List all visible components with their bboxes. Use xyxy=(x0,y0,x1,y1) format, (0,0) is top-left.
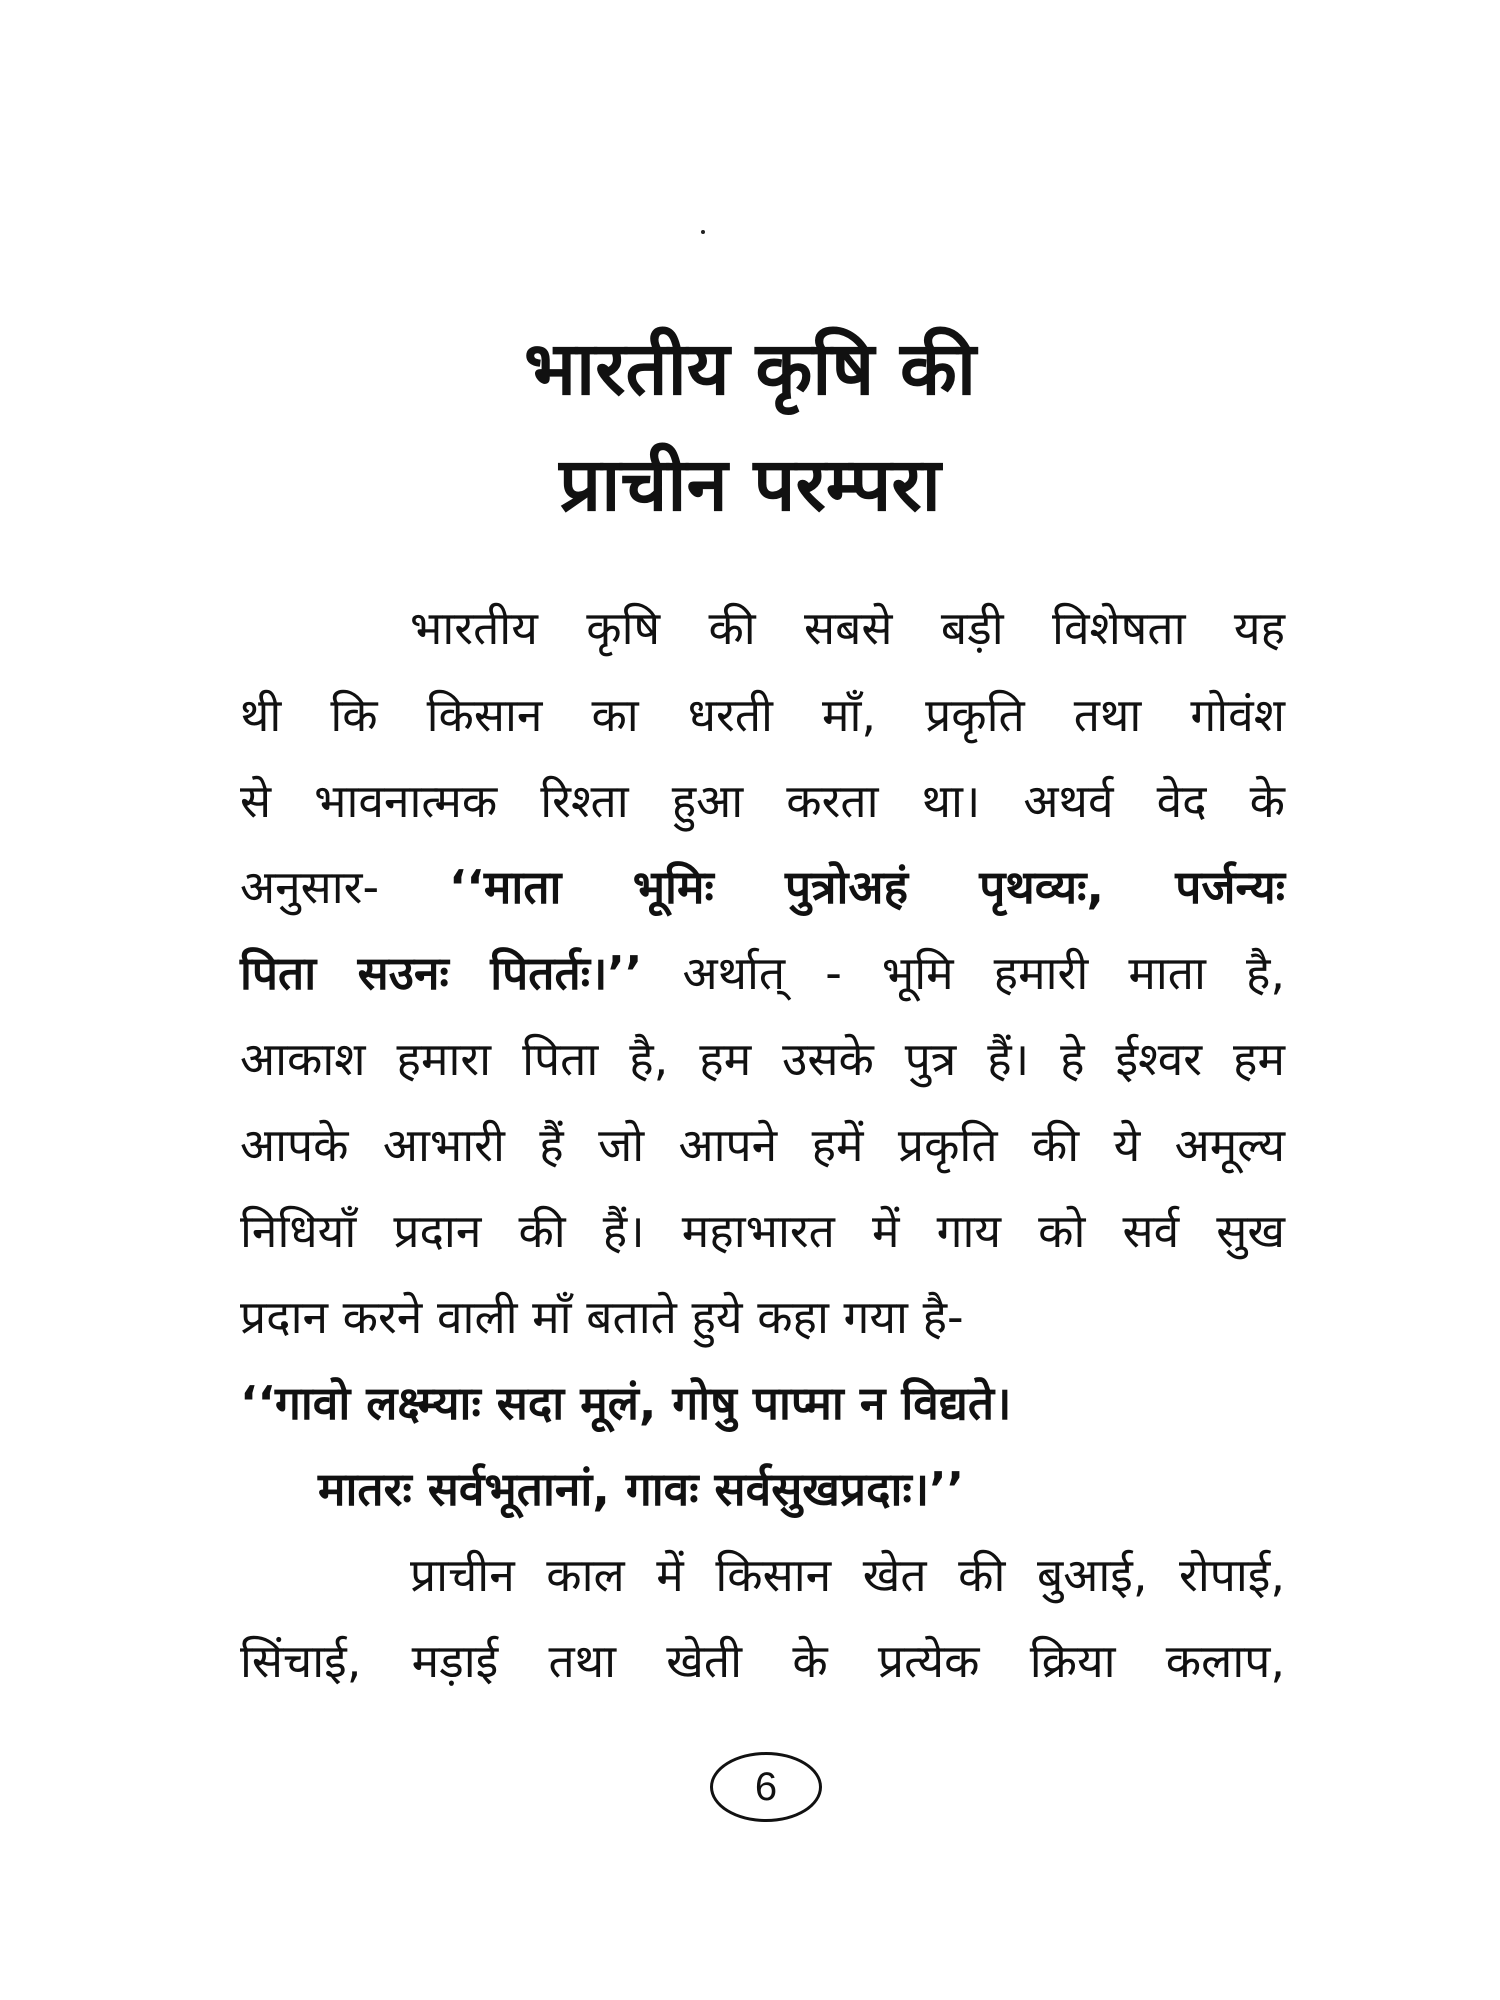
verse-line-1: ‘‘गावो लक्ष्म्याः सदा मूलं, गोषु पाप्मा न विद्यते। xyxy=(240,1376,1012,1430)
print-speck xyxy=(701,230,705,234)
paragraph-1-line-9: प्रदान करने वाली माँ बताते हुये कहा गया है- xyxy=(240,1290,964,1344)
paragraph-1-line-3: से भावनात्मक रिश्ता हुआ करता था। अथर्व वेद के xyxy=(240,774,1285,828)
verse-line-2: मातरः सर्वभूतानां, गावः सर्वसुखप्रदाः।’’ xyxy=(318,1462,965,1516)
paragraph-1-line-6: आकाश हमारा पिता है, हम उसके पुत्र हैं। हे ईश्वर हम xyxy=(240,1032,1285,1086)
paragraph-2-line-1: प्राचीन काल में किसान खेत की बुआई, रोपाई, xyxy=(410,1548,1285,1602)
paragraph-1-line-7: आपके आभारी हैं जो आपने हमें प्रकृति की ये अमूल्य xyxy=(240,1118,1285,1172)
line-4-plain-text: अनुसार- xyxy=(240,860,449,914)
paragraph-2-line-2: सिंचाई, मड़ाई तथा खेती के प्रत्येक क्रिया कलाप, xyxy=(240,1634,1285,1688)
paragraph-1-line-8: निधियाँ प्रदान की हैं। महाभारत में गाय को सर्व सुख xyxy=(240,1204,1285,1258)
paragraph-1-line-1: भारतीय कृषि की सबसे बड़ी विशेषता यह xyxy=(410,601,1285,655)
line-5-plain-text: अर्थात् - भूमि हमारी माता है, xyxy=(642,946,1285,1000)
sanskrit-quote-part-1: ‘‘माता भूमिः पुत्रोअहं पृथव्यः, पर्जन्यः xyxy=(448,860,1286,914)
paragraph-1-line-2: थी कि किसान का धरती माँ, प्रकृति तथा गोवंश xyxy=(240,688,1285,742)
paragraph-1-line-4 xyxy=(240,860,1286,914)
paragraph-1-line-5 xyxy=(240,946,1285,1000)
sanskrit-quote-part-2: पिता सउनः पितर्तः।’’ xyxy=(240,946,643,1000)
page-number: 6 xyxy=(710,1752,822,1822)
chapter-title-line-1: भारतीय कृषि की xyxy=(523,326,976,412)
chapter-title-line-2: प्राचीन परम्परा xyxy=(559,442,941,528)
